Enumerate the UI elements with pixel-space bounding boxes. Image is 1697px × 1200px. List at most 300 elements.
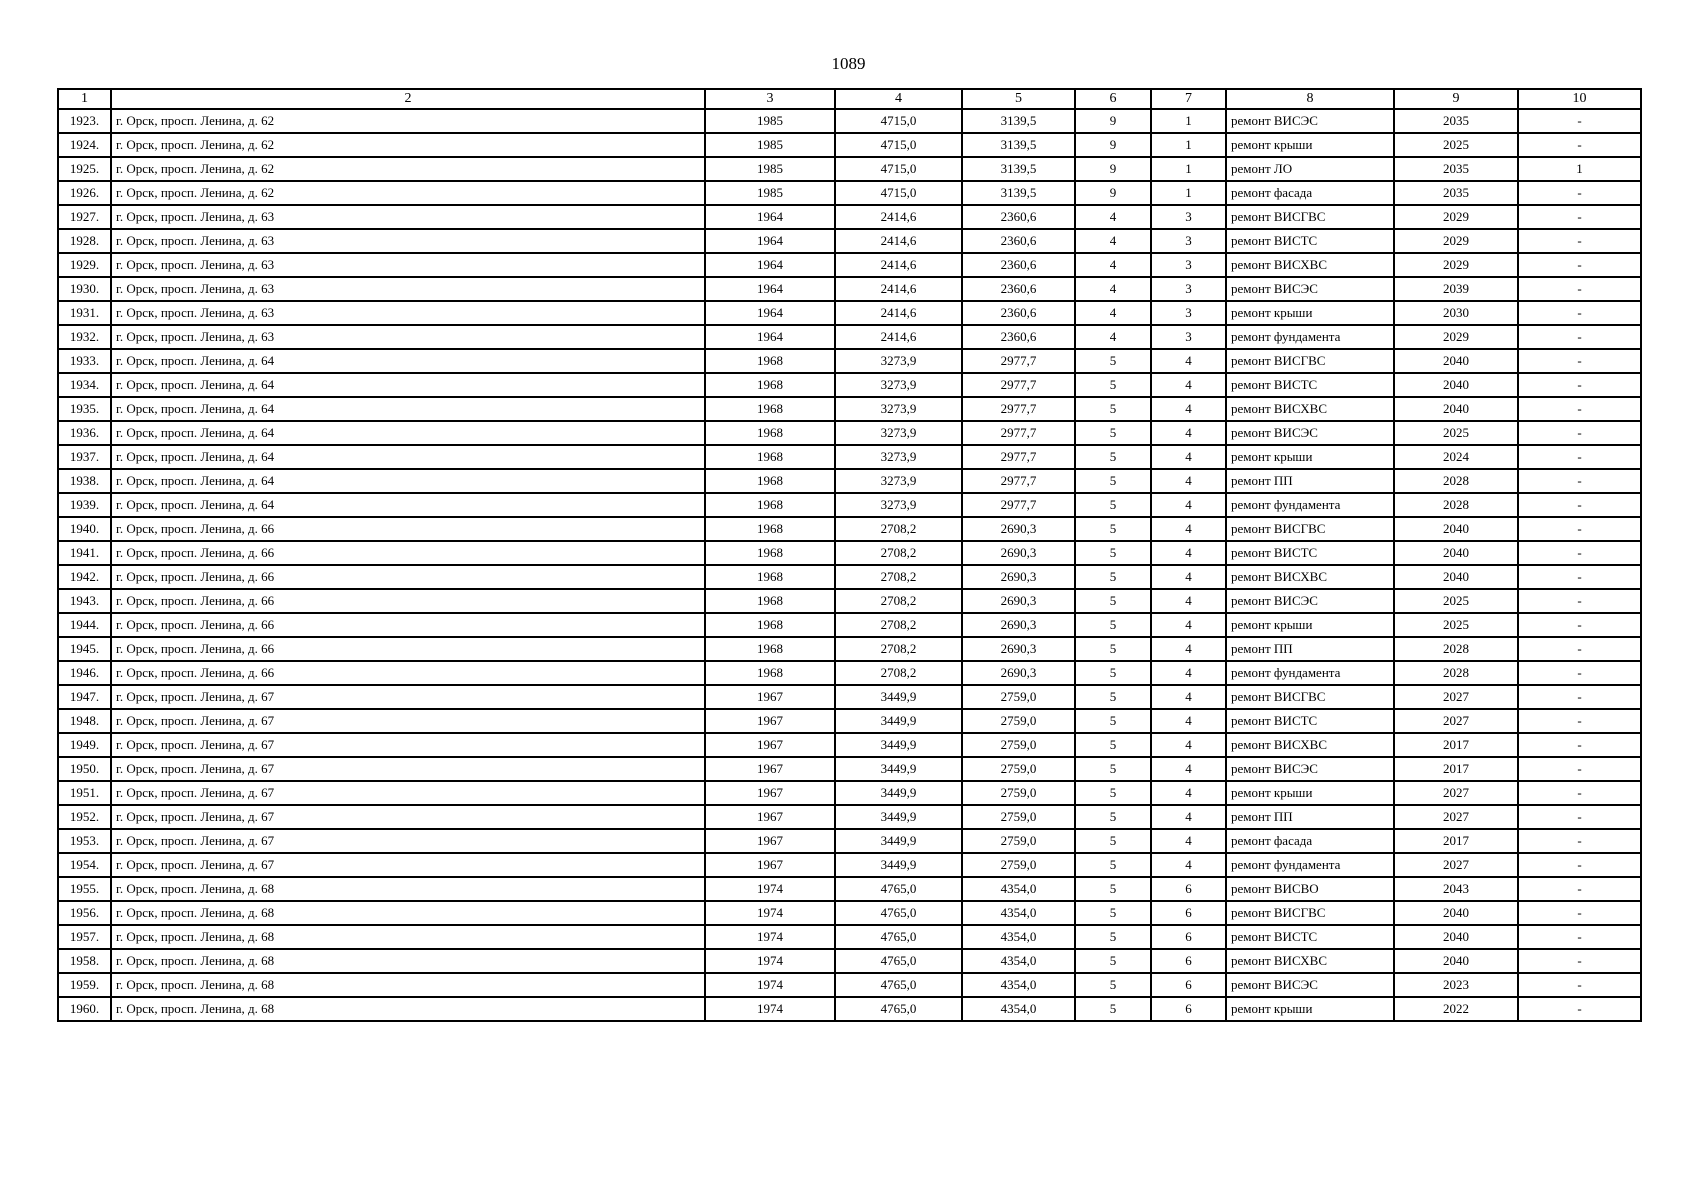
cell-entrances: 4 — [1151, 853, 1226, 877]
cell-total-area: 4765,0 — [835, 997, 962, 1021]
cell-work-type: ремонт ВИСГВС — [1226, 349, 1394, 373]
cell-year-built: 1968 — [705, 661, 835, 685]
cell-planned-year: 2029 — [1394, 253, 1518, 277]
cell-entrances: 3 — [1151, 229, 1226, 253]
table-row — [58, 973, 1641, 997]
cell-entrances: 4 — [1151, 685, 1226, 709]
cell-floors: 5 — [1075, 469, 1151, 493]
cell-flag: - — [1518, 469, 1641, 493]
cell-flag: - — [1518, 565, 1641, 589]
repair-register-table — [57, 88, 1642, 1022]
cell-row-number: 1934. — [58, 373, 111, 397]
cell-planned-year: 2040 — [1394, 949, 1518, 973]
cell-year-built: 1974 — [705, 949, 835, 973]
cell-year-built: 1985 — [705, 157, 835, 181]
cell-work-type: ремонт фасада — [1226, 829, 1394, 853]
cell-address: г. Орск, просп. Ленина, д. 67 — [111, 757, 705, 781]
cell-work-type: ремонт ВИСЭС — [1226, 589, 1394, 613]
cell-floors: 5 — [1075, 949, 1151, 973]
table-body — [58, 109, 1641, 1021]
cell-flag: - — [1518, 829, 1641, 853]
cell-flag: - — [1518, 349, 1641, 373]
cell-address: г. Орск, просп. Ленина, д. 63 — [111, 277, 705, 301]
cell-row-number: 1955. — [58, 877, 111, 901]
cell-row-number: 1928. — [58, 229, 111, 253]
cell-total-area: 3449,9 — [835, 853, 962, 877]
cell-planned-year: 2025 — [1394, 133, 1518, 157]
cell-work-type: ремонт ЛО — [1226, 157, 1394, 181]
cell-total-area: 3273,9 — [835, 445, 962, 469]
cell-living-area: 2690,3 — [962, 613, 1075, 637]
table-row — [58, 349, 1641, 373]
cell-planned-year: 2027 — [1394, 805, 1518, 829]
cell-floors: 5 — [1075, 349, 1151, 373]
cell-entrances: 3 — [1151, 277, 1226, 301]
cell-planned-year: 2017 — [1394, 757, 1518, 781]
cell-year-built: 1964 — [705, 301, 835, 325]
cell-entrances: 1 — [1151, 133, 1226, 157]
cell-row-number: 1945. — [58, 637, 111, 661]
cell-total-area: 3449,9 — [835, 685, 962, 709]
cell-floors: 5 — [1075, 733, 1151, 757]
cell-address: г. Орск, просп. Ленина, д. 63 — [111, 325, 705, 349]
cell-living-area: 2977,7 — [962, 421, 1075, 445]
cell-planned-year: 2030 — [1394, 301, 1518, 325]
table-row — [58, 565, 1641, 589]
cell-work-type: ремонт ВИСТС — [1226, 925, 1394, 949]
cell-entrances: 6 — [1151, 901, 1226, 925]
cell-flag: - — [1518, 133, 1641, 157]
cell-living-area: 4354,0 — [962, 973, 1075, 997]
cell-living-area: 2690,3 — [962, 637, 1075, 661]
cell-planned-year: 2040 — [1394, 925, 1518, 949]
cell-year-built: 1967 — [705, 829, 835, 853]
cell-year-built: 1974 — [705, 877, 835, 901]
cell-total-area: 4765,0 — [835, 877, 962, 901]
table-row — [58, 517, 1641, 541]
cell-planned-year: 2028 — [1394, 469, 1518, 493]
cell-row-number: 1941. — [58, 541, 111, 565]
cell-entrances: 4 — [1151, 349, 1226, 373]
cell-flag: - — [1518, 877, 1641, 901]
cell-floors: 4 — [1075, 253, 1151, 277]
cell-floors: 5 — [1075, 565, 1151, 589]
cell-address: г. Орск, просп. Ленина, д. 63 — [111, 205, 705, 229]
table-row — [58, 685, 1641, 709]
cell-address: г. Орск, просп. Ленина, д. 62 — [111, 133, 705, 157]
table-row — [58, 109, 1641, 133]
cell-entrances: 4 — [1151, 589, 1226, 613]
cell-year-built: 1964 — [705, 325, 835, 349]
cell-floors: 5 — [1075, 877, 1151, 901]
cell-floors: 5 — [1075, 421, 1151, 445]
cell-address: г. Орск, просп. Ленина, д. 66 — [111, 637, 705, 661]
cell-floors: 5 — [1075, 517, 1151, 541]
cell-planned-year: 2022 — [1394, 997, 1518, 1021]
cell-total-area: 3449,9 — [835, 709, 962, 733]
cell-row-number: 1959. — [58, 973, 111, 997]
cell-entrances: 4 — [1151, 613, 1226, 637]
cell-year-built: 1967 — [705, 757, 835, 781]
cell-row-number: 1958. — [58, 949, 111, 973]
cell-row-number: 1954. — [58, 853, 111, 877]
cell-planned-year: 2027 — [1394, 709, 1518, 733]
cell-row-number: 1956. — [58, 901, 111, 925]
cell-address: г. Орск, просп. Ленина, д. 66 — [111, 661, 705, 685]
cell-living-area: 2759,0 — [962, 733, 1075, 757]
cell-address: г. Орск, просп. Ленина, д. 67 — [111, 733, 705, 757]
cell-work-type: ремонт крыши — [1226, 133, 1394, 157]
cell-entrances: 4 — [1151, 373, 1226, 397]
cell-floors: 5 — [1075, 781, 1151, 805]
cell-total-area: 2414,6 — [835, 229, 962, 253]
cell-work-type: ремонт фасада — [1226, 181, 1394, 205]
cell-floors: 4 — [1075, 325, 1151, 349]
cell-entrances: 4 — [1151, 661, 1226, 685]
cell-work-type: ремонт ВИСТС — [1226, 709, 1394, 733]
cell-living-area: 4354,0 — [962, 997, 1075, 1021]
column-header-6: 6 — [1075, 89, 1151, 109]
cell-year-built: 1967 — [705, 733, 835, 757]
cell-address: г. Орск, просп. Ленина, д. 67 — [111, 781, 705, 805]
cell-entrances: 4 — [1151, 541, 1226, 565]
cell-year-built: 1968 — [705, 565, 835, 589]
column-header-10: 10 — [1518, 89, 1641, 109]
cell-year-built: 1964 — [705, 253, 835, 277]
cell-entrances: 4 — [1151, 397, 1226, 421]
cell-total-area: 3273,9 — [835, 493, 962, 517]
cell-row-number: 1947. — [58, 685, 111, 709]
cell-row-number: 1946. — [58, 661, 111, 685]
cell-planned-year: 2025 — [1394, 589, 1518, 613]
cell-living-area: 2690,3 — [962, 661, 1075, 685]
cell-year-built: 1974 — [705, 901, 835, 925]
cell-year-built: 1967 — [705, 853, 835, 877]
cell-address: г. Орск, просп. Ленина, д. 67 — [111, 853, 705, 877]
cell-address: г. Орск, просп. Ленина, д. 63 — [111, 229, 705, 253]
cell-entrances: 4 — [1151, 781, 1226, 805]
cell-planned-year: 2027 — [1394, 853, 1518, 877]
cell-floors: 5 — [1075, 637, 1151, 661]
cell-row-number: 1938. — [58, 469, 111, 493]
table-row — [58, 541, 1641, 565]
cell-total-area: 2708,2 — [835, 565, 962, 589]
table-row — [58, 469, 1641, 493]
cell-floors: 4 — [1075, 229, 1151, 253]
cell-living-area: 2360,6 — [962, 325, 1075, 349]
cell-total-area: 3273,9 — [835, 373, 962, 397]
cell-work-type: ремонт ВИСТС — [1226, 229, 1394, 253]
cell-work-type: ремонт ПП — [1226, 469, 1394, 493]
cell-floors: 5 — [1075, 541, 1151, 565]
cell-work-type: ремонт фундамента — [1226, 325, 1394, 349]
cell-planned-year: 2040 — [1394, 349, 1518, 373]
cell-row-number: 1943. — [58, 589, 111, 613]
cell-flag: - — [1518, 421, 1641, 445]
cell-planned-year: 2029 — [1394, 325, 1518, 349]
cell-address: г. Орск, просп. Ленина, д. 64 — [111, 349, 705, 373]
cell-work-type: ремонт ВИСГВС — [1226, 901, 1394, 925]
cell-entrances: 4 — [1151, 805, 1226, 829]
header-row — [58, 89, 1641, 109]
cell-entrances: 6 — [1151, 877, 1226, 901]
cell-living-area: 3139,5 — [962, 157, 1075, 181]
cell-total-area: 3449,9 — [835, 829, 962, 853]
cell-total-area: 3273,9 — [835, 349, 962, 373]
cell-row-number: 1953. — [58, 829, 111, 853]
cell-year-built: 1968 — [705, 397, 835, 421]
cell-floors: 5 — [1075, 973, 1151, 997]
cell-row-number: 1923. — [58, 109, 111, 133]
cell-living-area: 2360,6 — [962, 229, 1075, 253]
cell-year-built: 1967 — [705, 781, 835, 805]
cell-living-area: 2690,3 — [962, 541, 1075, 565]
cell-planned-year: 2040 — [1394, 373, 1518, 397]
cell-work-type: ремонт ВИСХВС — [1226, 253, 1394, 277]
cell-work-type: ремонт ВИСХВС — [1226, 397, 1394, 421]
cell-entrances: 4 — [1151, 565, 1226, 589]
table-row — [58, 997, 1641, 1021]
cell-flag: - — [1518, 109, 1641, 133]
cell-row-number: 1926. — [58, 181, 111, 205]
cell-living-area: 2977,7 — [962, 373, 1075, 397]
cell-planned-year: 2027 — [1394, 781, 1518, 805]
cell-total-area: 2708,2 — [835, 589, 962, 613]
cell-floors: 5 — [1075, 661, 1151, 685]
cell-year-built: 1968 — [705, 637, 835, 661]
cell-entrances: 4 — [1151, 637, 1226, 661]
cell-address: г. Орск, просп. Ленина, д. 68 — [111, 901, 705, 925]
cell-address: г. Орск, просп. Ленина, д. 64 — [111, 397, 705, 421]
cell-floors: 5 — [1075, 373, 1151, 397]
cell-row-number: 1933. — [58, 349, 111, 373]
cell-living-area: 2977,7 — [962, 493, 1075, 517]
cell-entrances: 4 — [1151, 469, 1226, 493]
cell-year-built: 1968 — [705, 613, 835, 637]
cell-work-type: ремонт ВИСГВС — [1226, 685, 1394, 709]
table-row — [58, 229, 1641, 253]
cell-total-area: 2708,2 — [835, 661, 962, 685]
cell-address: г. Орск, просп. Ленина, д. 66 — [111, 613, 705, 637]
cell-work-type: ремонт ВИСТС — [1226, 541, 1394, 565]
cell-planned-year: 2029 — [1394, 205, 1518, 229]
table-row — [58, 877, 1641, 901]
cell-flag: - — [1518, 445, 1641, 469]
cell-year-built: 1968 — [705, 517, 835, 541]
table-row — [58, 829, 1641, 853]
cell-living-area: 2360,6 — [962, 253, 1075, 277]
cell-work-type: ремонт крыши — [1226, 445, 1394, 469]
cell-address: г. Орск, просп. Ленина, д. 68 — [111, 925, 705, 949]
cell-total-area: 4765,0 — [835, 949, 962, 973]
cell-entrances: 1 — [1151, 109, 1226, 133]
cell-address: г. Орск, просп. Ленина, д. 64 — [111, 373, 705, 397]
cell-work-type: ремонт ВИСЭС — [1226, 421, 1394, 445]
cell-work-type: ремонт крыши — [1226, 301, 1394, 325]
cell-address: г. Орск, просп. Ленина, д. 62 — [111, 109, 705, 133]
cell-entrances: 4 — [1151, 517, 1226, 541]
column-header-4: 4 — [835, 89, 962, 109]
cell-living-area: 2759,0 — [962, 781, 1075, 805]
cell-row-number: 1935. — [58, 397, 111, 421]
cell-flag: - — [1518, 277, 1641, 301]
cell-flag: - — [1518, 997, 1641, 1021]
cell-living-area: 2759,0 — [962, 805, 1075, 829]
table-row — [58, 325, 1641, 349]
cell-flag: - — [1518, 685, 1641, 709]
cell-entrances: 6 — [1151, 925, 1226, 949]
cell-row-number: 1960. — [58, 997, 111, 1021]
cell-total-area: 3449,9 — [835, 733, 962, 757]
cell-floors: 5 — [1075, 613, 1151, 637]
cell-floors: 5 — [1075, 589, 1151, 613]
table-row — [58, 805, 1641, 829]
cell-work-type: ремонт крыши — [1226, 997, 1394, 1021]
cell-row-number: 1937. — [58, 445, 111, 469]
cell-work-type: ремонт фундамента — [1226, 661, 1394, 685]
table-row — [58, 205, 1641, 229]
cell-total-area: 3273,9 — [835, 397, 962, 421]
cell-work-type: ремонт ПП — [1226, 637, 1394, 661]
cell-total-area: 3449,9 — [835, 805, 962, 829]
cell-entrances: 6 — [1151, 973, 1226, 997]
cell-floors: 4 — [1075, 301, 1151, 325]
cell-address: г. Орск, просп. Ленина, д. 68 — [111, 877, 705, 901]
cell-flag: - — [1518, 541, 1641, 565]
cell-living-area: 2690,3 — [962, 565, 1075, 589]
cell-living-area: 4354,0 — [962, 901, 1075, 925]
cell-row-number: 1932. — [58, 325, 111, 349]
cell-work-type: ремонт ПП — [1226, 805, 1394, 829]
cell-row-number: 1936. — [58, 421, 111, 445]
cell-entrances: 3 — [1151, 301, 1226, 325]
cell-flag: - — [1518, 973, 1641, 997]
cell-planned-year: 2029 — [1394, 229, 1518, 253]
cell-flag: - — [1518, 925, 1641, 949]
cell-flag: - — [1518, 709, 1641, 733]
cell-address: г. Орск, просп. Ленина, д. 64 — [111, 469, 705, 493]
cell-total-area: 4715,0 — [835, 157, 962, 181]
cell-entrances: 4 — [1151, 829, 1226, 853]
cell-address: г. Орск, просп. Ленина, д. 67 — [111, 685, 705, 709]
cell-work-type: ремонт ВИСХВС — [1226, 949, 1394, 973]
cell-total-area: 4715,0 — [835, 133, 962, 157]
table-row — [58, 181, 1641, 205]
cell-row-number: 1940. — [58, 517, 111, 541]
cell-total-area: 2708,2 — [835, 517, 962, 541]
cell-year-built: 1968 — [705, 589, 835, 613]
cell-row-number: 1925. — [58, 157, 111, 181]
table-row — [58, 277, 1641, 301]
cell-living-area: 2690,3 — [962, 517, 1075, 541]
cell-address: г. Орск, просп. Ленина, д. 64 — [111, 421, 705, 445]
cell-row-number: 1952. — [58, 805, 111, 829]
table-row — [58, 709, 1641, 733]
cell-flag: - — [1518, 253, 1641, 277]
cell-year-built: 1964 — [705, 205, 835, 229]
cell-entrances: 4 — [1151, 709, 1226, 733]
cell-flag: - — [1518, 949, 1641, 973]
cell-living-area: 2759,0 — [962, 757, 1075, 781]
cell-planned-year: 2040 — [1394, 517, 1518, 541]
cell-living-area: 2690,3 — [962, 589, 1075, 613]
cell-work-type: ремонт ВИСТС — [1226, 373, 1394, 397]
cell-planned-year: 2040 — [1394, 565, 1518, 589]
cell-planned-year: 2023 — [1394, 973, 1518, 997]
table-row — [58, 661, 1641, 685]
cell-row-number: 1942. — [58, 565, 111, 589]
cell-total-area: 2708,2 — [835, 637, 962, 661]
cell-flag: 1 — [1518, 157, 1641, 181]
cell-address: г. Орск, просп. Ленина, д. 68 — [111, 949, 705, 973]
cell-flag: - — [1518, 229, 1641, 253]
cell-floors: 5 — [1075, 757, 1151, 781]
table-row — [58, 301, 1641, 325]
cell-living-area: 2360,6 — [962, 277, 1075, 301]
cell-flag: - — [1518, 613, 1641, 637]
cell-entrances: 4 — [1151, 733, 1226, 757]
cell-floors: 9 — [1075, 181, 1151, 205]
table-row — [58, 253, 1641, 277]
cell-flag: - — [1518, 589, 1641, 613]
cell-living-area: 2759,0 — [962, 853, 1075, 877]
cell-year-built: 1985 — [705, 181, 835, 205]
cell-row-number: 1948. — [58, 709, 111, 733]
column-header-2: 2 — [111, 89, 705, 109]
cell-work-type: ремонт фундамента — [1226, 493, 1394, 517]
cell-flag: - — [1518, 493, 1641, 517]
cell-total-area: 2414,6 — [835, 325, 962, 349]
cell-living-area: 3139,5 — [962, 181, 1075, 205]
cell-flag: - — [1518, 661, 1641, 685]
cell-living-area: 2977,7 — [962, 445, 1075, 469]
cell-total-area: 2708,2 — [835, 613, 962, 637]
cell-work-type: ремонт ВИСЭС — [1226, 757, 1394, 781]
cell-row-number: 1957. — [58, 925, 111, 949]
cell-entrances: 3 — [1151, 253, 1226, 277]
cell-row-number: 1924. — [58, 133, 111, 157]
cell-floors: 5 — [1075, 805, 1151, 829]
cell-total-area: 2414,6 — [835, 301, 962, 325]
table-row — [58, 133, 1641, 157]
cell-entrances: 4 — [1151, 445, 1226, 469]
cell-work-type: ремонт ВИСВО — [1226, 877, 1394, 901]
cell-planned-year: 2035 — [1394, 157, 1518, 181]
cell-row-number: 1939. — [58, 493, 111, 517]
cell-work-type: ремонт ВИСЭС — [1226, 973, 1394, 997]
cell-year-built: 1985 — [705, 133, 835, 157]
table-row — [58, 589, 1641, 613]
cell-floors: 9 — [1075, 109, 1151, 133]
cell-floors: 5 — [1075, 853, 1151, 877]
cell-floors: 5 — [1075, 397, 1151, 421]
table-row — [58, 493, 1641, 517]
cell-address: г. Орск, просп. Ленина, д. 66 — [111, 565, 705, 589]
table-row — [58, 925, 1641, 949]
cell-row-number: 1944. — [58, 613, 111, 637]
cell-address: г. Орск, просп. Ленина, д. 63 — [111, 301, 705, 325]
cell-total-area: 4765,0 — [835, 973, 962, 997]
cell-entrances: 4 — [1151, 757, 1226, 781]
cell-row-number: 1927. — [58, 205, 111, 229]
cell-planned-year: 2028 — [1394, 661, 1518, 685]
cell-flag: - — [1518, 853, 1641, 877]
cell-total-area: 4765,0 — [835, 925, 962, 949]
cell-flag: - — [1518, 517, 1641, 541]
cell-entrances: 4 — [1151, 421, 1226, 445]
cell-flag: - — [1518, 901, 1641, 925]
cell-total-area: 2414,6 — [835, 277, 962, 301]
